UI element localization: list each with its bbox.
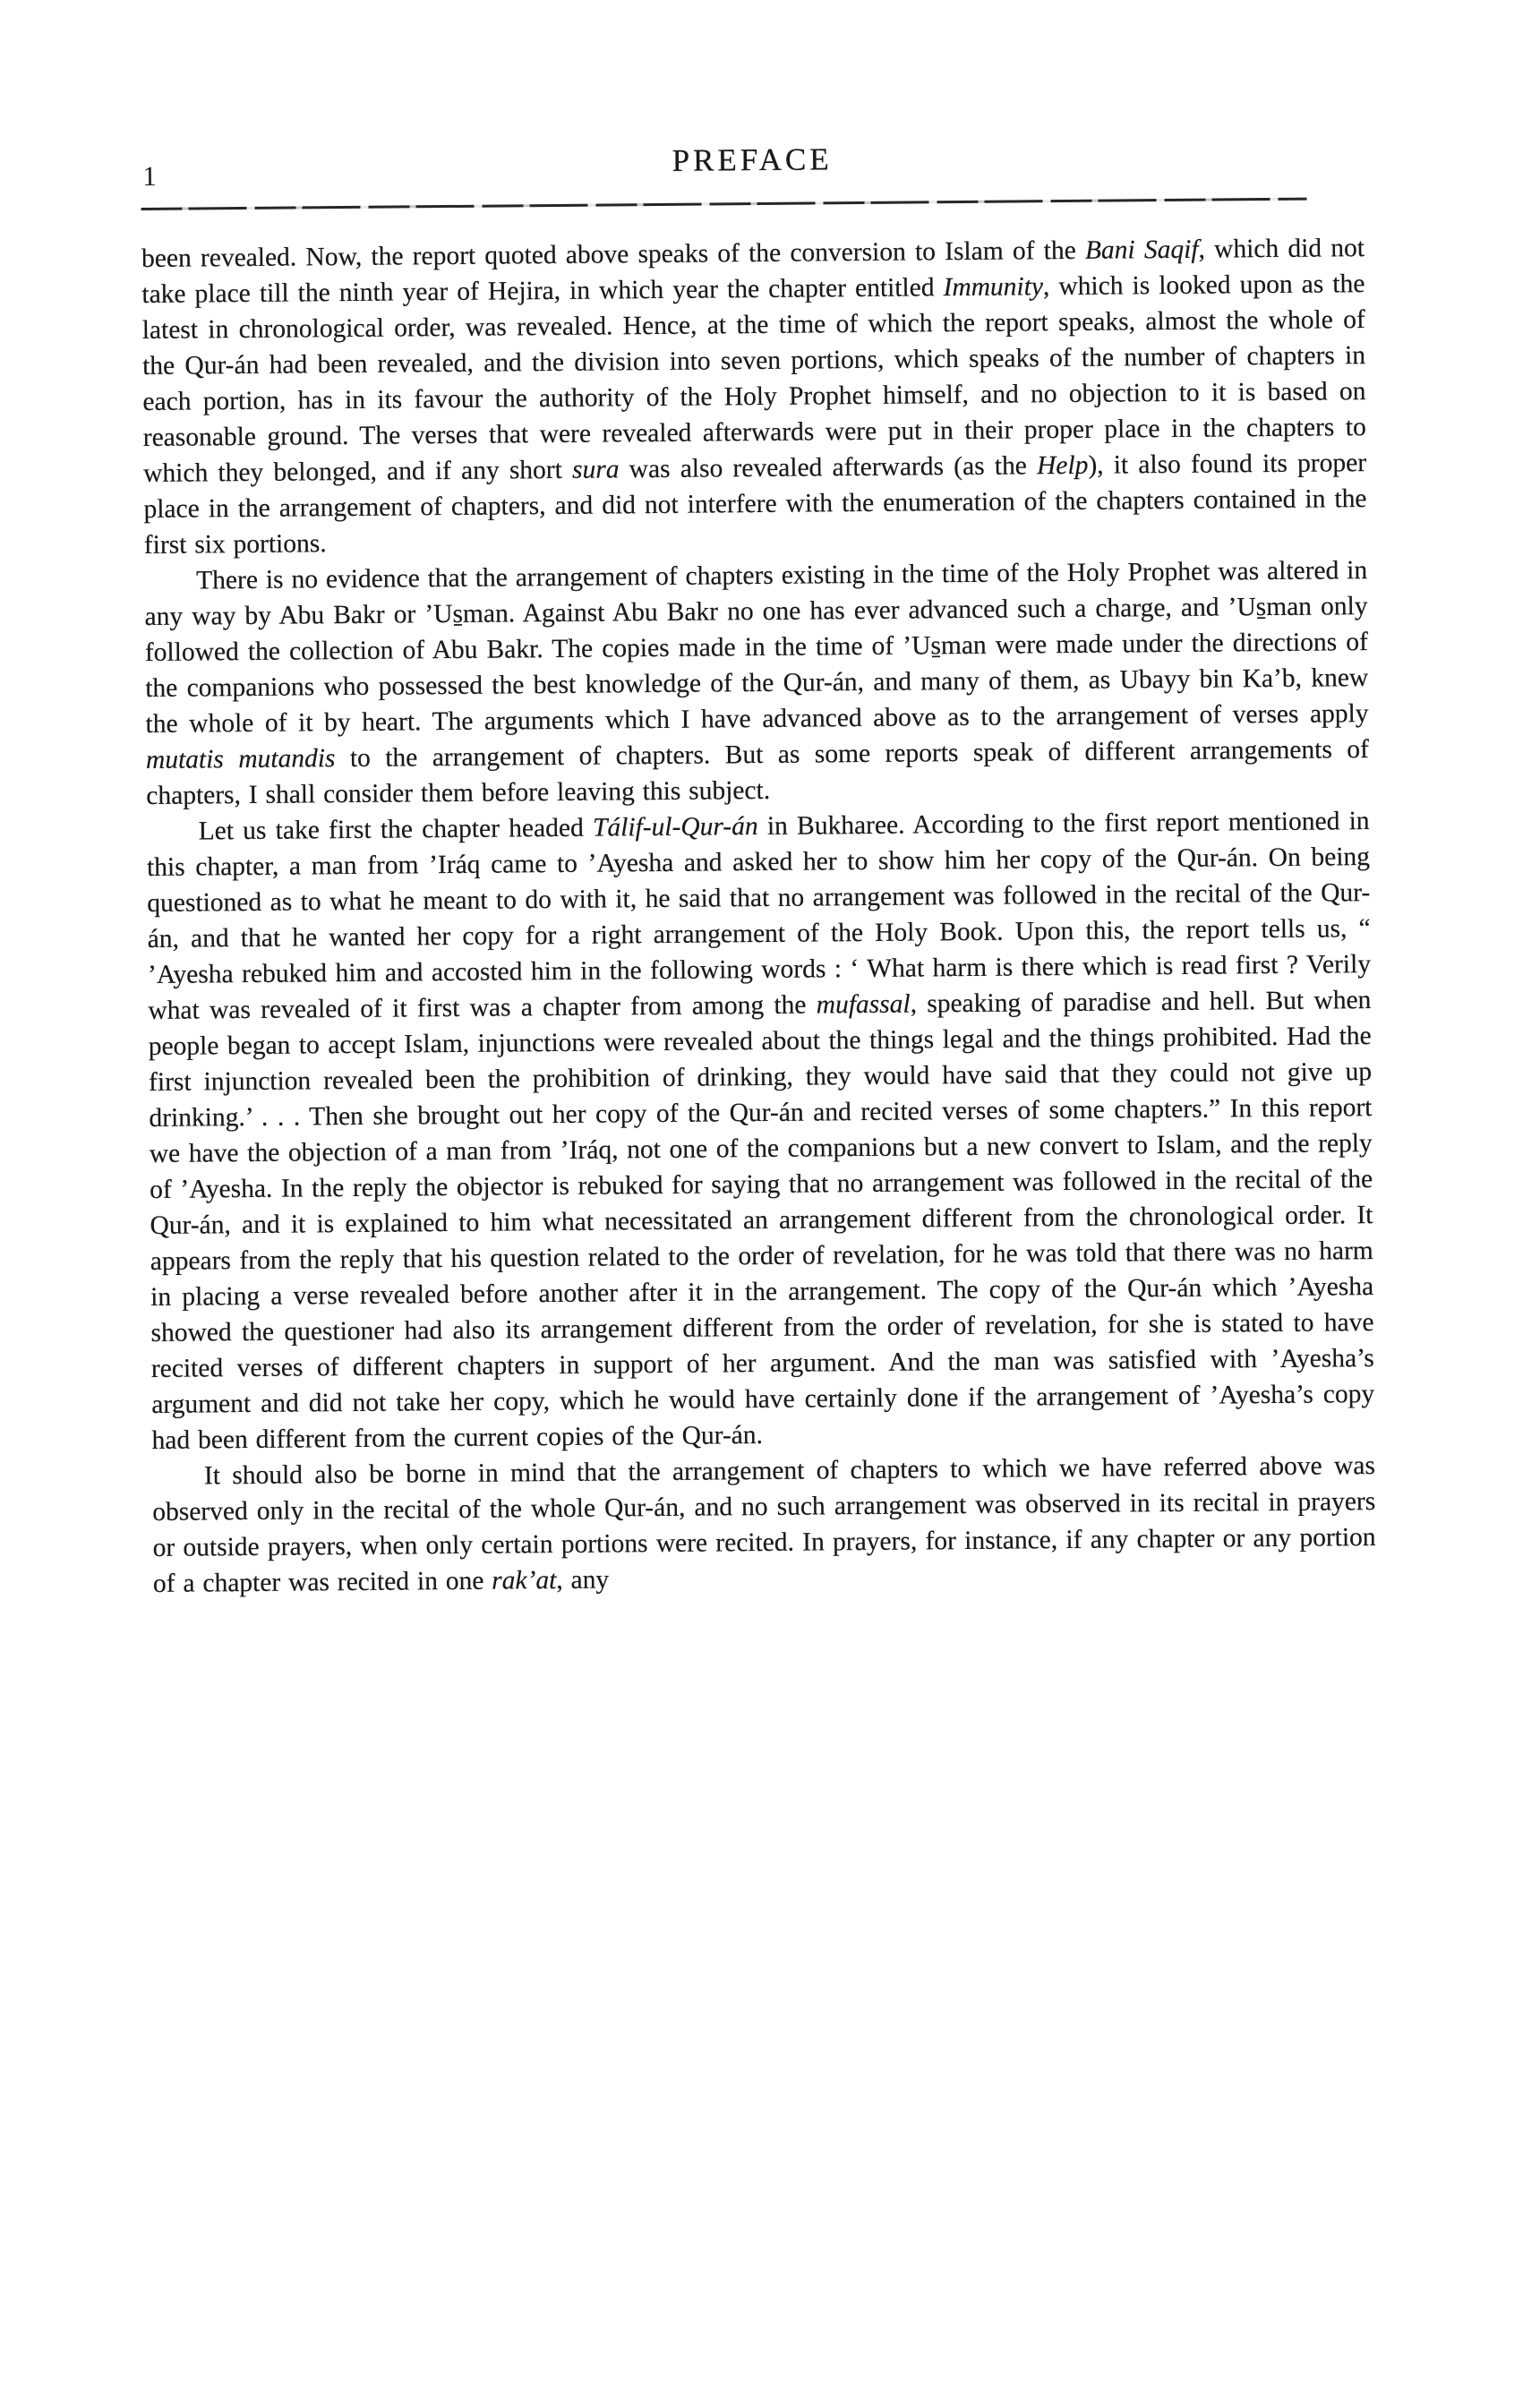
text-segment: ), it also found its proper place in the arrangement of chapters, and did not interfere with the enumeration of the chapters contained in the first six portions. [143, 449, 1367, 560]
text-segment: was also revealed afterwards (as the [619, 451, 1038, 484]
text-segment: been revealed. Now, the report quoted above speaks of the conversion to Islam of the [141, 235, 1086, 273]
paragraph [152, 1448, 1376, 1602]
text-segment: Let us take first the chapter headed [198, 813, 594, 846]
text-segment: , which is looked upon as the latest in chronological order, was revealed. Hence, at the time of which the report speaks, almost the whole of the Qur-án had been revealed, and the division into seven portions, which speaks of the number of chapters in each portion, has in its favour the authority of the Holy Prophet himself, and no objection to it is based on reasonable ground. The verses that were revealed afterwards were put in their proper place in the chapters to which they belonged, and if any short [141, 269, 1366, 488]
text-segment: , speaking of paradise and hell. But when people began to accept Islam, injunctions were revealed about the things legal and the things prohibited. Had the first injunction revealed been the prohibition of drinking, they would have said that they could not give up drinking.’ . . . Then she brought out her copy of the Qur-án and recited verses of some chapters.” In this report we have the objection of a man from ’Iráq, not one of the companions but a new convert to Islam, and the reply of ’Ayesha. In the reply the objector is rebuked for saying that no arrangement was followed in the recital of the Qur-án, and it is explained to him what necessitated an arrangement different from the chronological order. It appears from the reply that his question related to the order of revelation, for he was told that there was no harm in placing a verse revealed before another after it in the arrangement. The copy of the Qur-án which ’Ayesha showed the questioner had also its arrangement different from the order of revelation, for she is stated to have recited verses of different chapters in support of her argument. And the man was satisfied with ’Ayesha’s argument and did not take her copy, which he would have certainly done if the arrangement of ’Ayesha’s copy had been different from the current copies of the Qur-án. [148, 986, 1375, 1455]
italic-text-segment: Bani Saqif [1084, 235, 1199, 265]
text-segment: , any [556, 1565, 610, 1596]
paragraph [144, 552, 1369, 814]
italic-text-segment: Immunity [943, 272, 1044, 303]
italic-text-segment: rak’at [492, 1566, 557, 1596]
italic-text-segment: sura [571, 455, 620, 484]
text-segment: in Bukharee. According to the first report mentioned in this chapter, a man from ’Iráq came to ’Ayesha and asked her to show him her copy of the Qur-án. On being questioned as to what he meant to do with it, he said that no arrangement was followed in the recital of the Qur-án, and that he wanted her copy for a right arrangement of the Holy Book. Upon this, the report tells us, “ ’Ayesha rebuked him and accosted him in the following words : ‘ What harm is there which is read first ? Verily what was revealed of it first was a chapter from among the [146, 807, 1372, 1025]
italic-text-segment: mufassal [816, 989, 911, 1020]
page-content [141, 139, 1376, 1602]
page-body [141, 230, 1376, 1602]
text-segment: There is no evidence that the arrangement of chapters existing in the time of the Holy Prophet was altered in any way by Abu Bakr or ’Us̱man. Against Abu Bakr no one has ever advanced such a charge, and ’Us̱man only followed the collection of Abu Bakr. The copies made in the time of ’Us̱man were made under the directions of the companions who possessed the best knowledge of the Qur-án, and many of them, as Ubayy bin Ka’b, knew the whole of it by heart. The arguments which I have advanced above as to the arrangement of verses apply [144, 556, 1369, 739]
page-title: PREFACE [672, 141, 833, 178]
text-segment: It should also be borne in mind that the arrangement of chapters to which we have referred above was observed only in the recital of the whole Qur-án, and no such arrangement was observed in its recital in prayers or outside prayers, when only certain portions were recited. In prayers, for instance, if any chapter or any portion of a chapter was recited in one [152, 1451, 1376, 1598]
italic-text-segment: Tálif-ul-Qur-án [592, 812, 758, 843]
italic-text-segment: Help [1036, 450, 1089, 481]
page-number: 1 [142, 159, 157, 192]
page-header [141, 139, 1364, 205]
text-segment: to the arrangement of chapters. But as some reports speak of different arrangements of chapters, I shall consider them before leaving this subject. [146, 735, 1370, 810]
paragraph [141, 230, 1367, 563]
italic-text-segment: mutatis mutandis [145, 744, 336, 774]
text-segment: , which did not take place till the ninth year of Hejira, in which year the chapter entitled [141, 234, 1365, 309]
paragraph [146, 803, 1374, 1459]
